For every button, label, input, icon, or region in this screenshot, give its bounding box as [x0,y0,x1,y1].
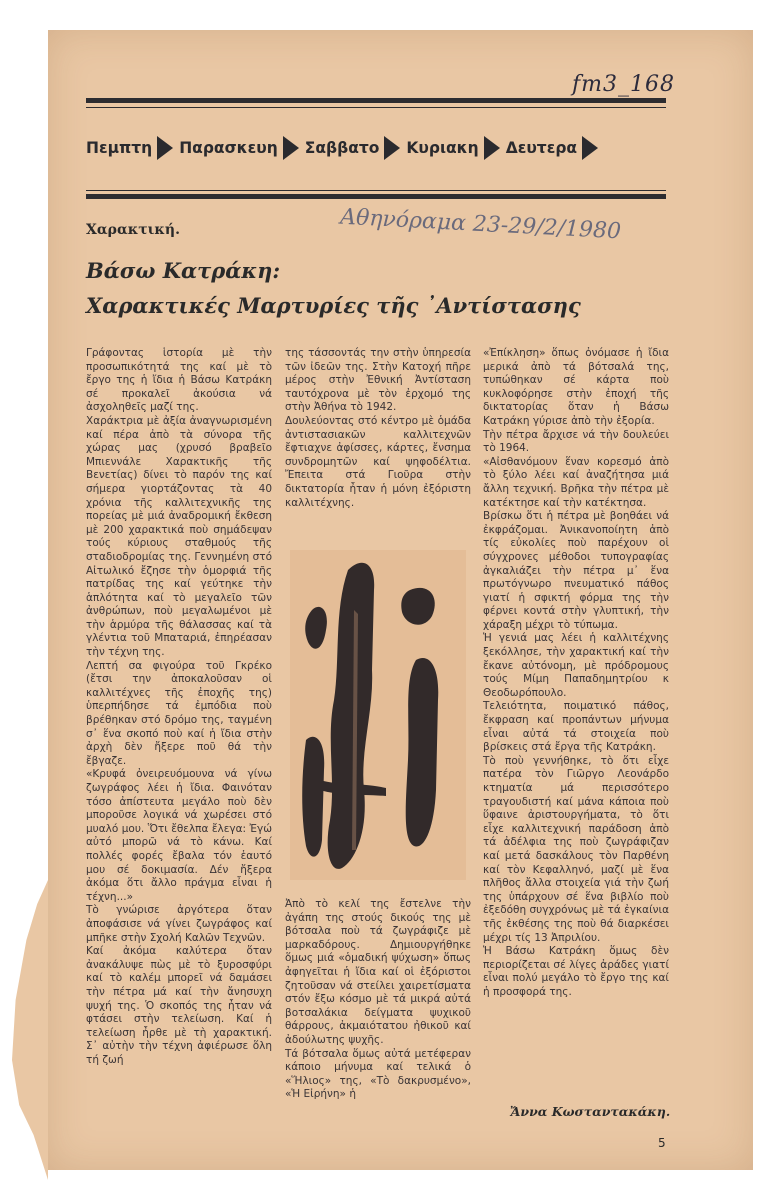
paragraph: Καί ἀκόμα καλύτερα ὅταν ἀνακάλυψε πὼς μὲ τὸ ξυροσφύρι καί τὸ καλέμ μπορεῖ νά δαμάσει τὴν πέτρα μά καί τὴν ἄνησυχη ψυχή της. Ὁ σκοπός της ἦταν νά φτάσει στὴν τελείωση. Καί ἡ τελείωση ἦρθε μὲ τὴ χαρακτική. Σ᾿ αὐτὴν τὴν τέχνη ἀφιέρωσε ὅλη τή ζωή [86,945,272,1066]
paragraph: Τελειότητα, ποιματικό πάθος, ἔκφραση καί προπάντων μήνυμα εἶναι αὐτά τά στοιχεία ποὺ βρίσκεις στά ἔργα τῆς Κατράκη. [483,700,669,754]
author-signature: Ἄννα Κωσταντακάκη. [510,1104,671,1119]
paragraph: Τὸ γνώρισε ἀργότερα ὅταν ἀποφάσισε νά γίνει ζωγράφος καί μπῆκε στὴν Σχολή Καλῶν Τεχνῶν. [86,904,272,944]
paragraph: Λεπτή σα φιγούρα τοῦ Γκρέκο (ἔτσι την ἀποκαλοῦσαν οἱ καλλιτέχνες τῆς ἐποχῆς της) ὑπερπήδησε τά ἐμπόδια ποὺ βρέθηκαν στό δρόμο της, ταγμένη σ᾿ ἕνα σκοπό ποὺ καί ἡ ἴδια στὴν ἀρχὴ δὲν ἤξερε ποῦ θά τὴν ἔβγαζε. [86,659,272,767]
artwork-left-figure [302,737,324,857]
paragraph: Τὴν πέτρα ἄρχισε νά τὴν δουλεύει τὸ 1964. [483,428,669,455]
article-column-2-top [285,347,471,510]
paragraph: Βρίσκω ὅτι ἡ πέτρα μὲ βοηθάει νά ἐκφράζομαι. Ἀνικανοποίητη ἀπὸ τίς εὐκολίες ποὺ παρέχουν οἱ σύγχρονες μέθοδοι τυπογραφίας ἀγκαλιάζει τὴν πέτρα μ᾿ ἕνα πρωτόγνωρο πνευματικό πάθος γιατί ἡ σφικτή φόρμα της τὴν φέρνει κοντά στὴν γλυπτική, τὴν χάραξη μέχρι τὸ τύπωμα. [483,510,669,631]
article-title: Βάσω Κατράκη: [86,258,281,283]
paragraph: Χαράκτρια μὲ ἀξία ἀναγνωρισμένη καί πέρα ἀπὸ τὰ σύνορα τῆς χώρας μας (χρυσό βραβεῖο Μπιεννάλε Χαρακτικῆς τῆς Βενετίας) δίνει τὸ παρόν της καί σήμερα γιορτάζοντας τὰ 40 χρόνια τῆς καλλιτεχνικῆς της πορείας μὲ μιά ἀναδρομική ἔκθεση μὲ 200 χαρακτικά ποὺ σημάδεψαν τούς κύριους σταθμούς τῆς σταδιοδρομίας της. Γεννημένη στό Αἰτωλικό ἔζησε τὴν ὁμορφιά τῆς πατρίδας της καί γεύτηκε τὴν ἁπλότητα καί τὸ μεγαλεῖο τῶν ἀνθρώπων, ποὺ μεγαλωμένοι μὲ τὴν ἁρμύρα τῆς θάλασσας καί τὰ γλέντια τοῦ Μπαταριά, ἐπηρέασαν τὴν τέχνη της. [86,414,272,659]
paragraph: Ἡ γενιά μας λέει ἡ καλλιτέχνης ξεκόλλησε, τὴν χαρακτική καί τὴν ἔκανε αὐτόνομη, μὲ πρόδρομους τούς Μίμη Παπαδημητρίου κ Θεοδωρόπουλο. [483,632,669,699]
article-column-3 [483,347,669,1000]
paragraph: «Αἰσθανόμουν ἕναν κορεσμό ἀπὸ τὸ ξύλο λέει καί ἀναζήτησα μιά ἄλλη τεχνική. Βρῆκα τὴν πέτρα μὲ κατέκτησε καί τὴν κατέκτησα. [483,455,669,509]
top-rule-thin [86,107,666,108]
paragraph: Ἀπὸ τὸ κελί της ἔστελνε τὴν ἀγάπη της στούς δικούς της μὲ βότσαλα ποὺ τά ζωγράφιζε μὲ μαρκαδόρους. Δημιουργήθηκε ὅμως μιά «ὁμαδική ψύχωση» ὅπως ἀφηγεῖται ἡ ἴδια καί οἱ ἐξόριστοι ζητοῦσαν νά στείλει χαιρετίσματα στόν ἔξω κόσμο μὲ τά μικρά αὐτά βοτσαλάκια δείγματα ψυχικοῦ θάρρους, ἀκμαιότατου ἠθικοῦ καί ἀδούλωτης ψυχῆς. [285,898,471,1046]
arrow-icon [384,136,400,160]
article-subtitle: Χαρακτικές Μαρτυρίες τῆς ᾿Αντίστασης [86,293,581,318]
paragraph: της τάσσοντάς την στὴν ὑπηρεσία τῶν ἰδεῶν της. Στὴν Κατοχή πῆρε μέρος στὴν Ἐθνική Ἀντίσταση ταυτόχρονα μὲ τὸν ἐρχομό της στὴν Ἀθήνα τὸ 1942. [285,347,471,414]
paragraph: «Κρυφά ὀνειρευόμουνα νά γίνω ζωγράφος λέει ἡ ἴδια. Φαινόταν τόσο ἀπίστευτα μεγάλο ποὺ δὲν μποροῦσε λογικά νά χωρέσει στό μυαλό μου. Ὅτι ἔθελπα ἔλεγα: Ἐγώ αὐτό μπορῶ νά τὸ κάνω. Καί πολλές φορές ἔβαλα τόν ἑαυτό μου σέ δοκιμασία. Δέν ἤξερα ἀκόμα ὅτι ἄλλο πράγμα εἶναι ἡ τέχνη...» [86,768,272,903]
engraving-artwork [290,550,466,880]
day-label: Κυριακη [406,139,479,157]
day-label: Παρασκευη [179,139,278,157]
day-label: Δευτερα [505,139,578,157]
paragraph: Δουλεύοντας στό κέντρο μὲ ὁμάδα ἀντιστασιακῶν καλλιτεχνῶν ἔφτιαχνε ἀφίσσες, κάρτες, ἔνσημα συνδρομητῶν καί ψηφοδέλτια. Ἔπειτα στά Γιοῦρα στὴν δικτατορία ἦταν ἡ μόνη ἐξόριστη καλλιτέχνης. [285,414,471,509]
day-label: Πεμπτη [86,139,153,157]
bottom-rule [86,194,666,199]
arrow-icon [157,136,173,160]
handwritten-source-note: Αθηνόραμα 23-29/2/1980 [339,204,622,245]
archive-mark: fm3_168 [572,72,675,97]
section-label: Χαρακτική. [86,222,180,238]
artwork-round-stone [401,588,434,625]
torn-edge [12,880,48,1180]
weekday-header [86,118,666,178]
paragraph: Ἡ Βάσω Κατράκη ὅμως δὲν περιορίζεται σέ λίγες ἀράδες γιατί εἶναι πολύ μεγάλο τὸ ἔργο της καί ἡ προσφορά της. [483,945,669,998]
paragraph: Γράφοντας ἱστορία μὲ τὴν προσωπικότητά της καί μὲ τὸ ἔργο της ἡ ἴδια ἡ Βάσω Κατράκη σέ προκαλεῖ ἀκούσια νά ἀσχοληθεῖς μαζί της. [86,347,272,414]
paragraph: Τὸ ποὺ γεννήθηκε, τὸ ὅτι εἶχε πατέρα τὸν Γιῶργο Λεονάρδο κτηματία μά περισσότερο τραγουδιστή καί μάνα κάποια ποὺ ὕφαινε ἀριστουργήματα, τὸ ὅτι εἶχε καλλιτεχνική παράδοση ἀπὸ τά ἀδέλφια της ποὺ ζωγράφιζαν καί μετά δασκάλους τὸν Παρθένη καί τὸν Κεφαλληνό, μαζί μὲ ἕνα πλῆθος ἄλλα στοιχεία γιά τὴν ζωή της ὑπάρχουν σέ ἕνα βιβλίο ποὺ ἐξεδόθη συγχρόνως μὲ τά ἐγκαίνια τῆς ἐκθέσης της ποὺ θά διαρκέσει μέχρι τίς 13 Ἀπριλίου. [483,754,669,944]
article-column-1 [86,347,272,1067]
arrow-icon [484,136,500,160]
day-label: Σαββατο [304,139,380,157]
page-number: 5 [658,1136,666,1150]
paragraph: Τά βότσαλα ὅμως αὐτά μετέφεραν κάποιο μήνυμα καί τελικά ὁ «Ἥλιος» της, «Τὸ δακρυσμένο», «Ἡ Εἰρήνη» ἡ [285,1047,471,1101]
arrow-icon [582,136,598,160]
bottom-rule-thin [86,190,666,191]
arrow-icon [283,136,299,160]
top-rule [86,98,666,103]
article-column-2-bottom [285,898,471,1102]
paragraph: «Ἐπίκληση» ὅπως ὀνόμασε ἡ ἴδια μερικά ἀπὸ τά βότσαλά της, τυπώθηκαν σέ κάρτα ποὺ κυκλοφόρησε στὴν ἐποχή τῆς δικτατορίας ὅταν ἡ Βάσω Κατράκη γύρισε ἀπὸ τὴν ἐξορία. [483,347,669,427]
